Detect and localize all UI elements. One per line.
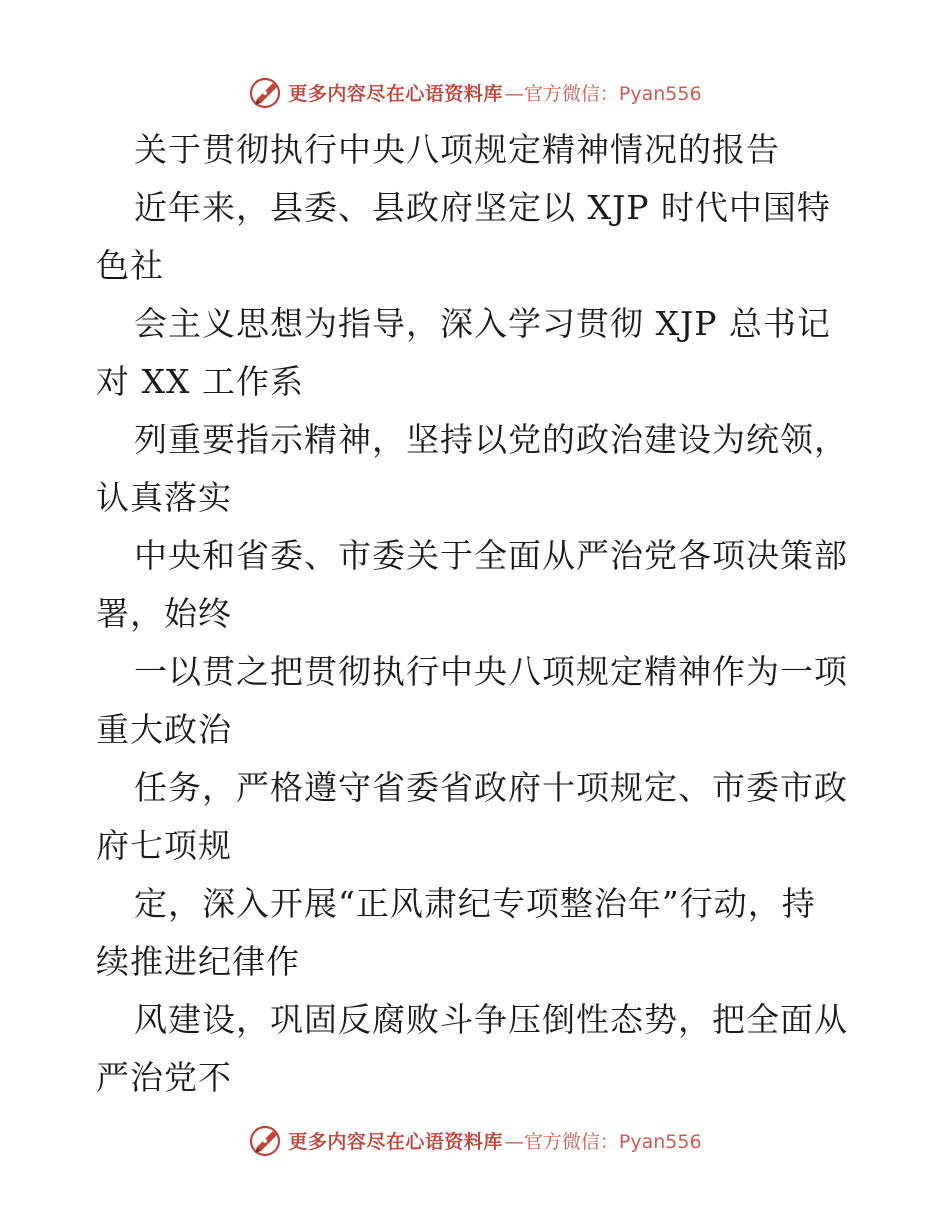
banner-main-text: 更多内容尽在心语资料库: [288, 82, 503, 105]
document-line: 定，深入开展“正风肃纪专项整治年”行动，持: [134, 884, 816, 923]
document-body: [96, 121, 866, 1107]
document-line: 重大政治: [96, 710, 232, 749]
document-line: 署，始终: [96, 594, 232, 633]
pen-logo-icon: [248, 74, 284, 110]
banner-main-text: 更多内容尽在心语资料库: [288, 1130, 503, 1153]
document-line: 列重要指示精神，坚持以党的政治建设为统领，: [134, 420, 848, 459]
footer-banner: [0, 1120, 950, 1160]
document-line: 一以贯之把贯彻执行中央八项规定精神作为一项: [134, 652, 848, 691]
document-line: 会主义思想为指导，深入学习贯彻 XJP 总书记: [134, 304, 831, 343]
document-line: 认真落实: [96, 478, 232, 517]
document-line: 中央和省委、市委关于全面从严治党各项决策部: [134, 536, 848, 575]
banner-sub-text: —官方微信：Pyan556: [504, 1130, 702, 1153]
banner-sub-text: —官方微信：Pyan556: [504, 82, 702, 105]
document-line: 任务，严格遵守省委省政府十项规定、市委市政: [134, 768, 848, 807]
document-line: 近年来，县委、县政府坚定以 XJP 时代中国特: [134, 188, 831, 227]
document-line: 续推进纪律作: [96, 942, 300, 981]
header-banner: [0, 72, 950, 112]
document-line: 色社: [96, 246, 164, 285]
document-line: 严治党不: [96, 1058, 232, 1097]
document-line: 关于贯彻执行中央八项规定精神情况的报告: [134, 130, 780, 169]
document-line: 府七项规: [96, 826, 232, 865]
pen-logo-icon: [248, 1122, 284, 1158]
document-line: 对 XX 工作系: [96, 362, 304, 401]
document-line: 风建设，巩固反腐败斗争压倒性态势，把全面从: [134, 1000, 848, 1039]
